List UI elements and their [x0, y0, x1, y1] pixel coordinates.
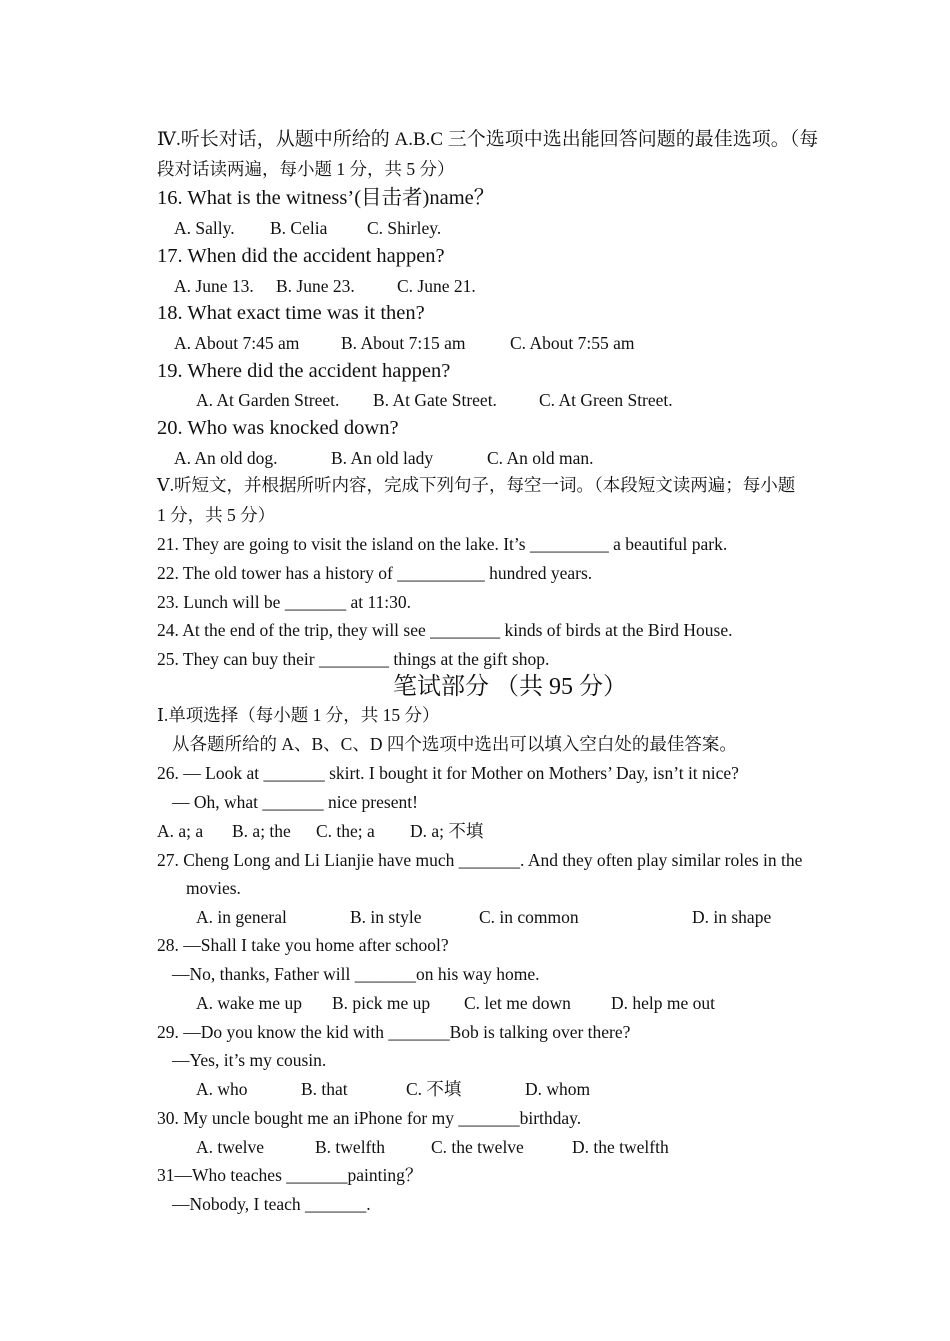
q29-line1: 29. —Do you know the kid with _______Bob is talking over there?: [157, 1022, 631, 1042]
written-section-title: 笔试部分 （共 95 分）: [393, 674, 627, 700]
q18-option-c: C. About 7:55 am: [510, 333, 635, 353]
q30-option-c: C. the twelve: [431, 1137, 524, 1157]
q20-option-c: C. An old man.: [487, 448, 594, 468]
q30-option-d: D. the twelfth: [572, 1137, 669, 1157]
q26-option-b: B. a; the: [232, 821, 291, 841]
part4-heading-line2: 段对话读两遍，每小题 1 分，共 5 分）: [157, 159, 455, 179]
q26-option-a: A. a; a: [157, 821, 204, 841]
q16-question: 16. What is the witness’(目击者)name？: [157, 187, 495, 209]
part1-instruction: 从各题所给的 A、B、C、D 四个选项中选出可以填入空白处的最佳答案。: [172, 734, 737, 754]
q20-option-a: A. An old dog.: [174, 448, 278, 468]
q18-question: 18. What exact time was it then?: [157, 302, 425, 324]
q19-option-a: A. At Garden Street.: [196, 390, 340, 410]
q27-line1: 27. Cheng Long and Li Lianjie have much _______. And they often play similar roles in the: [157, 850, 803, 870]
q26-option-d: D. a; 不填: [410, 821, 484, 841]
q18-option-a: A. About 7:45 am: [174, 333, 300, 353]
q24-sentence: 24. At the end of the trip, they will see ________ kinds of birds at the Bird House.: [157, 620, 733, 640]
q20-option-b: B. An old lady: [331, 448, 434, 468]
q29-option-d: D. whom: [525, 1079, 591, 1099]
q20-question: 20. Who was knocked down?: [157, 417, 399, 439]
q26-line1: 26. — Look at _______ skirt. I bought it for Mother on Mothers’ Day, isn’t it nice?: [157, 763, 739, 783]
q19-option-b: B. At Gate Street.: [373, 390, 497, 410]
q25-sentence: 25. They can buy their ________ things at the gift shop.: [157, 649, 550, 669]
q27-option-b: B. in style: [350, 907, 422, 927]
q23-sentence: 23. Lunch will be _______ at 11:30.: [157, 592, 412, 612]
q16-option-b: B. Celia: [270, 218, 328, 238]
q30-option-b: B. twelfth: [315, 1137, 385, 1157]
q26-line2: — Oh, what _______ nice present!: [172, 792, 418, 812]
q17-option-c: C. June 21.: [397, 276, 476, 296]
q28-line2: —No, thanks, Father will _______on his way home.: [172, 964, 540, 984]
q16-option-c: C. Shirley.: [367, 218, 442, 238]
q26-option-c: C. the; a: [316, 821, 375, 841]
part5-heading-line1: Ⅴ.听短文，并根据所听内容，完成下列句子，每空一词。（本段短文读两遍；每小题: [157, 475, 796, 495]
q17-question: 17. When did the accident happen?: [157, 245, 445, 267]
q27-option-a: A. in general: [196, 907, 287, 927]
q29-option-c: C. 不填: [406, 1079, 462, 1099]
part4-heading-line1: Ⅳ.听长对话，从题中所给的 A.B.C 三个选项中选出能回答问题的最佳选项。（每: [157, 129, 819, 150]
q31-line2: —Nobody, I teach _______.: [172, 1194, 371, 1214]
q27-option-d: D. in shape: [692, 907, 772, 927]
q28-option-c: C. let me down: [464, 993, 571, 1013]
q31-line1: 31—Who teaches _______painting？: [157, 1165, 423, 1185]
q16-option-a: A. Sally.: [174, 218, 235, 238]
q22-sentence: 22. The old tower has a history of __________ hundred years.: [157, 563, 593, 583]
part1-heading: Ⅰ.单项选择（每小题 1 分，共 15 分）: [157, 705, 440, 725]
q29-option-a: A. who: [196, 1079, 248, 1099]
q19-option-c: C. At Green Street.: [539, 390, 673, 410]
q19-question: 19. Where did the accident happen?: [157, 360, 451, 382]
q17-option-a: A. June 13.: [174, 276, 254, 296]
q28-option-d: D. help me out: [611, 993, 716, 1013]
q30-line1: 30. My uncle bought me an iPhone for my _______birthday.: [157, 1108, 582, 1128]
q29-option-b: B. that: [301, 1079, 348, 1099]
q29-line2: —Yes, it’s my cousin.: [172, 1050, 327, 1070]
q27-line2: movies.: [186, 878, 241, 898]
part5-heading-line2: 1 分，共 5 分）: [157, 505, 276, 525]
q27-option-c: C. in common: [479, 907, 579, 927]
q28-line1: 28. —Shall I take you home after school?: [157, 935, 449, 955]
q21-sentence: 21. They are going to visit the island on the lake. It’s _________ a beautiful park.: [157, 534, 728, 554]
q17-option-b: B. June 23.: [276, 276, 355, 296]
q30-option-a: A. twelve: [196, 1137, 265, 1157]
q18-option-b: B. About 7:15 am: [341, 333, 466, 353]
q28-option-a: A. wake me up: [196, 993, 302, 1013]
q28-option-b: B. pick me up: [332, 993, 431, 1013]
